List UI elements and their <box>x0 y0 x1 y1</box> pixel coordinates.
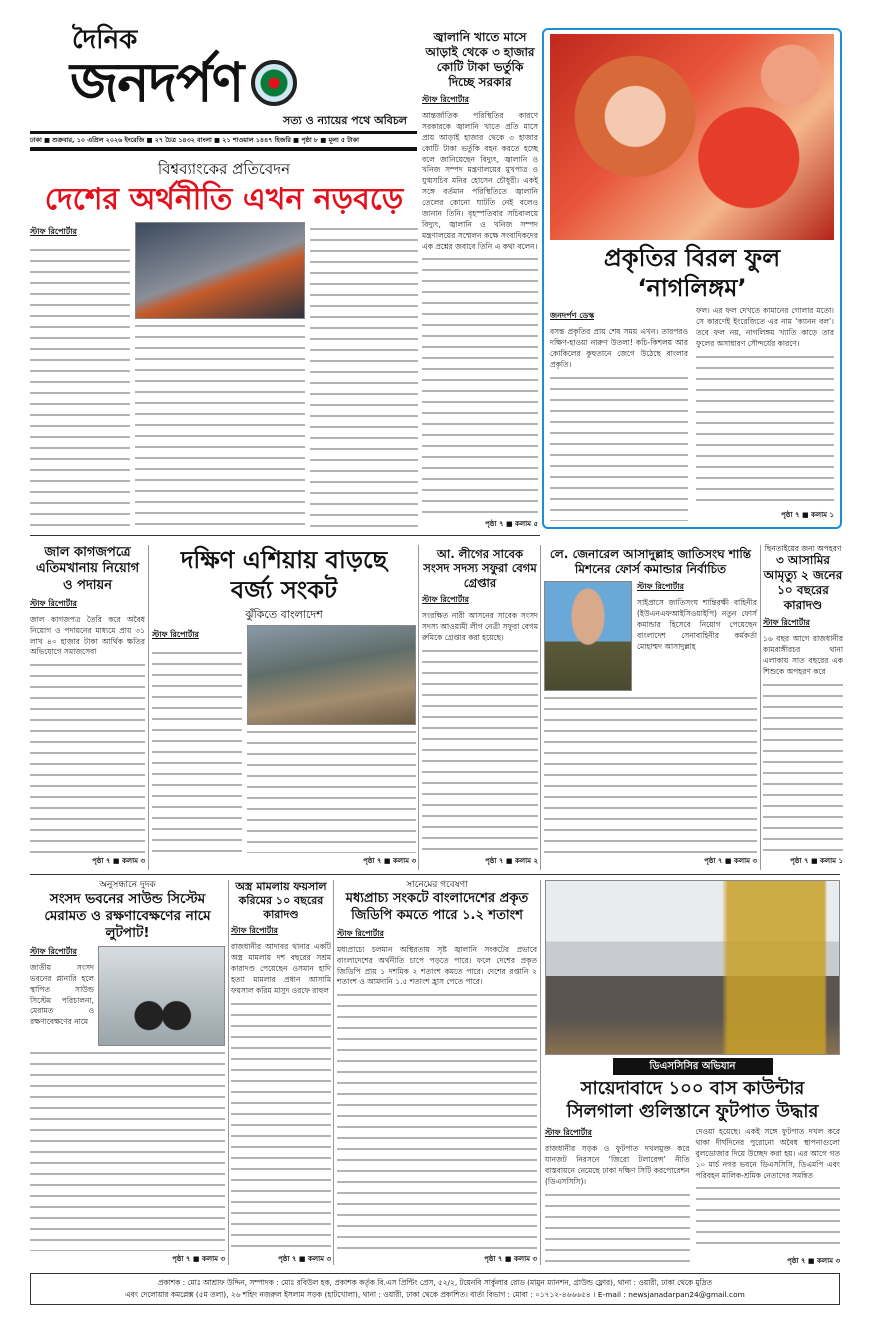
continued: পৃষ্ঠা ৭ ■ কলাম ৩ <box>363 857 416 865</box>
byline: স্টাফ রিপোর্টার <box>231 926 278 936</box>
body: রাজধানীর আদাবর থানার একটি অস্ত্র মামলায় দশ বছরের সশ্রম কারাদণ্ড পেয়েছেন ওসমান হাদি হত্যা মামলার প্রধান আসামি ফয়সাল করিম মাসুদ ওরফে রাহুল <box>231 942 331 995</box>
story-gdp <box>337 880 537 1265</box>
continued: পৃষ্ঠা ৭ ■ কলাম ১ <box>790 857 843 865</box>
continued: পৃষ্ঠা ৭ ■ কলাম ২ <box>485 857 538 865</box>
body: মধ্যপ্রাচ্যে চলমান অস্থিরতায় সৃষ্ট জ্বালানি সংকটের প্রভাবে বাংলাদেশের অর্থনীতি চাপে পড়তে পারে। ফলে দেশের প্রকৃত জিডিপি প্রায় ১ দশমিক ২ শতাংশ কমতে পারে। দেশের রপ্তানি ২ শতাংশ ও আমদানি ১.৫ শতাংশ হ্রাস পেতে পারে। <box>337 944 537 987</box>
byline: স্টাফ রিপোর্টার <box>30 227 77 237</box>
nagalingam-flower-photo <box>550 34 834 240</box>
headline[interactable]: জাল কাগজপত্রে এতিমখানায় নিয়োগ ও পদায়ন <box>35 545 140 593</box>
byline: স্টাফ রিপোর্টার <box>637 582 684 591</box>
masthead-prefix: দৈনিক <box>72 25 138 55</box>
story-dscc <box>545 880 840 1267</box>
headline[interactable]: দক্ষিণ এশিয়ায় বাড়ছে বর্জ্য সংকট <box>180 546 388 604</box>
kicker: সানেমের গবেষণা <box>406 880 468 890</box>
masthead <box>30 22 415 130</box>
imprint-line: প্রকাশক : মোঃ আশ্রাফ উদ্দিন, সম্পাদক : মোঃ রবিউল হক, প্রকাশক কর্তৃক বি.এস প্রিন্টিং প্রেস, ৫২/২, টয়েনবি সার্কুলার রোড (মামুন ম্যানশন, গ্রাউন্ড ফ্লোর), থানা : ওয়ারী, ঢাকা থেকে মুদ্রিত <box>157 1278 713 1287</box>
byline: স্টাফ রিপোর্টার <box>152 629 199 639</box>
body: জাতীয় সংসদ ভবনের প্লানারি হলে স্থাপিত সাউন্ড সিস্টেম পরিচালনা, মেরামত ও রক্ষণাবেক্ষণের নামে <box>30 962 94 1027</box>
flower-feature-box <box>542 28 842 529</box>
story-arms <box>231 880 331 1265</box>
byline: স্টাফ রিপোর্টার <box>545 1128 592 1137</box>
masthead-tagline: সত্য ও ন্যায়ের পথে অবিচল <box>283 114 407 127</box>
headline[interactable]: প্রকৃতির বিরল ফুল ‘নাগলিঙ্গম’ <box>603 244 781 302</box>
kicker: ডিএসসিসির অভিযান <box>613 1058 773 1075</box>
masthead-name: জনদর্পণ <box>70 51 244 114</box>
general-portrait-photo <box>544 581 632 691</box>
body: সাইপ্রাসে জাতিসংঘ শান্তিরক্ষী বাহিনীর (ইউএনএফআইসিওয়াইপি) নতুন ফোর্স কমান্ডার হিসেবে নিয়োগ পেয়েছেন বাংলাদেশ সেনাবাহিনীর কর্মকর্তা মোহাম্মদ আসাদুল্লাহ <box>637 598 757 651</box>
economy-chart-photo <box>135 222 305 319</box>
dateline: ঢাকা ■ শুক্রবার, ১০ এপ্রিল ২০২৬ ইংরেজি ■ ২৭ চৈত্র ১৪৩২ বাংলা ■ ২১ শাওয়াল ১৪৪৭ হিজরি ■ পৃষ্ঠা ৮ ■ মূল্য ৫ টাকা <box>30 136 359 144</box>
imprint-footer <box>30 1273 840 1305</box>
continued: পৃষ্ঠা ৭ ■ কলাম ৩ <box>484 1255 537 1263</box>
body: জাল কাগজপত্র তৈরি করে অবৈধ নিয়োগ ও পদায়নের মাধ্যমে প্রায় ৩১ লাখ ৪০ হাজার টাকা আর্থিক ক্ষতির অভিযোগে সমাজসেবা <box>30 614 145 657</box>
headline[interactable]: দেশের অর্থনীতি এখন নড়বড়ে <box>44 181 404 217</box>
byline: স্টাফ রিপোর্টার <box>763 618 810 628</box>
body: আন্তর্জাতিক পরিস্থিতির কারণে সরকারকে জ্বালানি খাতে প্রতি মাসে প্রায় আড়াই হাজার থেকে ৩ হাজার কোটি টাকা ভর্তুকি বহন করতে হচ্ছে বলে জানিয়েছেন বিদ্যুৎ, জ্বালানি ও খনিজ সম্পদ মন্ত্রণালয়ের মুখপাত্র ও যুগ্মসচিব মনির হোসেন চৌধুরী। একই সঙ্গে বর্তমান পরিস্থিতিতে জ্বালানি তেলের কোনো ঘাটতি নেই বলেও জানান তিনি। বৃহস্পতিবার সচিবালয়ে বিদ্যুৎ, জ্বালানি ও খনিজ সম্পদ মন্ত্রণালয়ের সম্মেলন কক্ষে সংবাদিকদের এক প্রশ্নের জবাবে তিনি এ কথা বলেন। <box>422 111 538 251</box>
byline: স্টাফ রিপোর্টার <box>422 95 469 104</box>
story-fake-docs <box>30 545 145 867</box>
headline[interactable]: জ্বালানি খাতে মাসে আড়াই থেকে ৩ হাজার কোটি টাকা ভর্তুকি দিচ্ছে সরকার <box>425 30 535 89</box>
body: দেওয়া হয়েছে। একই সঙ্গে ফুটপাত দখল করে থাকা দীর্ঘদিনের পুরোনো অবৈধ স্থাপনাগুলো বুলডোজার দিয়ে উচ্ছেদ করা হয়। এর আগে গত ১০ মার্চ নগর ভবনে ডিএসসিসি, ডিএমপি এবং পরিবহন মালিক-শ্রমিক নেতাদের সমন্বিত <box>695 1127 840 1180</box>
continued: পৃষ্ঠা ৭ ■ কলাম ১ <box>781 511 834 519</box>
headline[interactable]: মধ্যপ্রাচ্য সংকটে বাংলাদেশের প্রকৃত জিডিপি কমতে পারে ১.২ শতাংশ <box>345 891 529 923</box>
headline[interactable]: সায়েদাবাদে ১০০ বাস কাউন্টার সিলগালা গুলিস্তানে ফুটপাত উদ্ধার <box>566 1078 819 1122</box>
story-general <box>544 547 757 867</box>
kicker: বিশ্বব্যাংকের প্রতিবেদন <box>157 160 291 178</box>
imprint-line: এবং দেলোয়ার কমপ্লেক্স (৫ম তলা), ২৬ শহিদ নজরুল ইসলাম সড়ক (হাটখোলা), থানা : ওয়ারী, ঢাকা থেকে প্রকাশিত। বার্তা বিভাগ : মোবা : ০১৭১২-৪৬৬৬৫৪ । E-mail : newsjanadarpan24@gmail.com <box>125 1289 745 1299</box>
body: রাজধানীর সড়ক ও ফুটপাত দখলমুক্ত করে যানজট নিরসনে ‘জিরো টলারেন্স’ নীতি বাস্তবায়নে নেমেছে ঢাকা দক্ষিণ সিটি করপোরেশন (ডিএসসিসি)। <box>545 1144 690 1186</box>
continued: পৃষ্ঠা ৭ ■ কলাম ৩ <box>787 1257 840 1265</box>
byline: স্টাফ রিপোর্টার <box>337 928 384 938</box>
story-verdict <box>763 544 843 867</box>
continued: পৃষ্ঠা ৭ ■ কলাম ৩ <box>172 1255 225 1263</box>
continued: পৃষ্ঠা ৭ ■ কলাম ৩ <box>704 857 757 865</box>
story-waste <box>152 545 416 867</box>
story-parliament <box>30 880 225 1265</box>
continued: পৃষ্ঠা ৭ ■ কলাম ৫ <box>485 520 538 528</box>
headline[interactable]: অস্ত্র মামলায় ফয়সাল করিমের ১০ বছরের কারাদণ্ড <box>235 880 327 921</box>
kicker: ছিনতাইয়ের জন্য অপহরণ <box>764 544 842 553</box>
waste-pile-photo <box>247 625 416 725</box>
story-mp-arrest <box>422 547 538 867</box>
headline[interactable]: লে. জেনারেল আসাদুল্লাহ জাতিসংঘ শান্তি মিশনের ফোর্স কমান্ডার নির্বাচিত <box>549 547 752 576</box>
bangladesh-map-logo <box>251 60 297 106</box>
headline[interactable]: আ. লীগের সাবেক সংসদ সদস্য সফুরা বেগম গ্রেপ্তার <box>423 547 537 590</box>
body: ১৬ বছর আগে রাজধানীর কামরাঙ্গীরচর থানা এলাকায় সাত বছরের এক শিশুকে অপহরণ করে <box>763 634 843 676</box>
kicker: অনুসন্ধানে দুদক <box>99 880 156 890</box>
body: বসন্ত প্রকৃতির প্রায় শেষ সময় এখন। তারপরও দক্ষিণ-হাওয়া নারুণ উতলা! কচি-কিশলয় আর কোকিলের কুহুতানে জেগে উঠেছে বাংলার প্রকৃতি। <box>550 327 688 369</box>
continued: পৃষ্ঠা ৭ ■ কলাম ৩ <box>92 857 145 865</box>
bulldozer-eviction-photo <box>545 880 840 1055</box>
headline[interactable]: ৩ আসামির আমৃত্যু ২ জনের ১০ বছরের কারাদণ্ড <box>763 553 843 613</box>
subhead: ঝুঁকিতে বাংলাদেশ <box>245 608 323 621</box>
story-fuel <box>422 30 538 530</box>
byline: স্টাফ রিপোর্টার <box>422 595 469 605</box>
headline[interactable]: সংসদ ভবনের সাউন্ড সিস্টেম মেরামত ও রক্ষণাবেক্ষণের নামে লুটপাট! <box>44 891 211 941</box>
byline: জনদর্পণ ডেস্ক <box>550 311 595 320</box>
body: সংরক্ষিত নারী আসনের সাবেক সংসদ সদস্য আওয়ামী লীগ নেত্রী সফুরা বেগম রুমিকে গ্রেপ্তার করা হয়েছে। <box>422 611 538 642</box>
story-economy <box>30 160 418 530</box>
continued: পৃষ্ঠা ৭ ■ কলাম ৩ <box>278 1255 331 1263</box>
headphones-photo <box>98 946 225 1046</box>
body: ফল। এর ফল দেখতে কামানের গোলার মতো। সে কারণেই ইংরেজিতে এর নাম ‘ক্যানন বল’। তবে ফল নয়, নাগলিঙ্গম খ্যাতি কাড়ে তার ফুলের অসাধারণ সৌন্দর্যের কারণে। <box>696 306 834 348</box>
byline: স্টাফ রিপোর্টার <box>30 598 77 608</box>
byline: স্টাফ রিপোর্টার <box>30 946 77 956</box>
